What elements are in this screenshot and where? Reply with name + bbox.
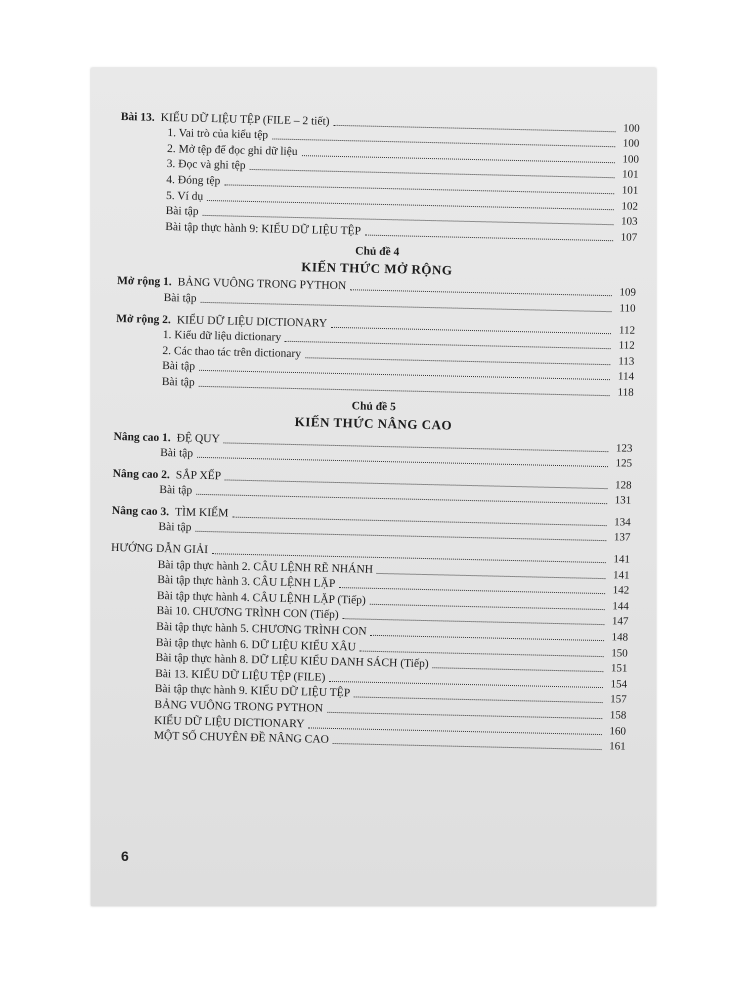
toc-entry-page: 100 bbox=[622, 137, 640, 150]
toc-entry-title: 5. Ví dụ bbox=[165, 189, 204, 203]
toc-entry-lead: Nâng cao 2. bbox=[112, 467, 171, 481]
toc-entry-title: ĐỆ QUY bbox=[176, 431, 220, 445]
toc-entry-page: 123 bbox=[615, 441, 633, 455]
toc-entry-page: 100 bbox=[622, 153, 640, 166]
toc-entry-title: Bài tập bbox=[158, 521, 192, 535]
toc-entry-title: Bài tập thực hành 9: KIỂU DỮ LIỆU TỆP bbox=[165, 220, 362, 238]
toc-entry-page: 114 bbox=[617, 370, 635, 384]
book-page bbox=[91, 68, 656, 906]
toc-entry-page: 148 bbox=[611, 631, 629, 644]
toc-entry-title: BẢNG VUÔNG TRONG PYTHON bbox=[177, 276, 347, 293]
toc-entry-title: 1. Kiểu dữ liệu dictionary bbox=[162, 329, 282, 344]
toc-entry-title: Bài 13. KIỂU DỮ LIỆU TỆP (FILE) bbox=[155, 667, 326, 684]
toc-entry-title: SẮP XẾP bbox=[175, 469, 222, 483]
toc-entry-title: HƯỚNG DẪN GIẢI bbox=[110, 541, 209, 557]
toc-entry-page: 144 bbox=[612, 600, 629, 613]
toc-entry-title: 2. Các thao tác trên dictionary bbox=[162, 344, 302, 360]
dot-leader bbox=[195, 530, 606, 541]
toc-entry-page: 151 bbox=[610, 662, 628, 675]
toc-entry-title: TÌM KIẾM bbox=[174, 506, 229, 520]
toc-entry-lead: Bài 13. bbox=[120, 110, 155, 124]
toc-entry-title: KIỂU DỮ LIỆU DICTIONARY bbox=[153, 714, 305, 730]
toc-entry-page: 131 bbox=[614, 494, 632, 507]
toc-entry-title: MỘT SỐ CHUYÊN ĐỀ NÂNG CAO bbox=[153, 730, 330, 747]
toc-entry-page: 103 bbox=[620, 215, 638, 228]
toc-entry-title: Bài tập bbox=[165, 205, 199, 218]
dot-leader bbox=[199, 385, 610, 396]
toc-entry-title: BẢNG VUÔNG TRONG PYTHON bbox=[154, 698, 324, 715]
section-topic-number: Chủ đề 4 bbox=[355, 245, 400, 259]
dot-leader bbox=[201, 301, 612, 312]
toc-entry-title: Bài 10. CHƯƠNG TRÌNH CON (Tiếp) bbox=[156, 605, 339, 622]
toc-entry-page: 157 bbox=[610, 693, 627, 707]
toc-entry-page: 125 bbox=[615, 457, 633, 470]
section-topic-number: Chủ đề 5 bbox=[351, 400, 396, 414]
toc-entry-page: 154 bbox=[610, 678, 628, 691]
toc-entry-title: Bài tập bbox=[159, 484, 193, 497]
toc-entry-title: Bài tập bbox=[162, 360, 196, 374]
toc-entry-title: Bài tập thực hành 5. CHƯƠNG TRÌNH CON bbox=[156, 620, 367, 638]
dot-leader bbox=[196, 493, 607, 504]
toc-entry-page: 158 bbox=[609, 709, 627, 722]
toc-entry-title: KIỂU DỮ LIỆU TỆP (FILE – 2 tiết) bbox=[160, 111, 330, 128]
toc-entry-page: 112 bbox=[618, 323, 636, 337]
toc-entry-title: KIỂU DỮ LIỆU DICTIONARY bbox=[176, 313, 328, 330]
toc-entry-title: Bài tập thực hành 2. CÂU LỆNH RẼ NHÁNH bbox=[157, 558, 374, 576]
toc-entry-title: Bài tập thực hành 4. CÂU LỆNH LẶP (Tiếp) bbox=[156, 589, 366, 607]
toc-entry-lead: Nâng cao 3. bbox=[111, 504, 170, 519]
toc-entry-page: 113 bbox=[618, 355, 635, 368]
toc-entry-lead: Mở rộng 1. bbox=[116, 275, 172, 289]
toc-entry-page: 100 bbox=[623, 121, 640, 135]
dot-leader bbox=[333, 742, 602, 750]
toc-entry-page: 110 bbox=[619, 302, 636, 315]
toc-entry-page: 150 bbox=[611, 646, 628, 660]
toc-entry-page: 147 bbox=[611, 615, 629, 629]
toc-entry-page: 141 bbox=[613, 553, 631, 566]
toc-entry-page: 101 bbox=[621, 168, 639, 182]
page-number: 6 bbox=[121, 848, 129, 864]
toc-entry-page: 101 bbox=[621, 184, 639, 197]
toc-entry-title: Bài tập bbox=[163, 291, 197, 305]
section-topic-title: KIẾN THỨC MỞ RỘNG bbox=[301, 258, 453, 278]
toc-entry-title: 3. Đọc và ghi tệp bbox=[166, 158, 246, 173]
toc-entry-title: 2. Mở tệp để đọc ghi dữ liệu bbox=[166, 142, 298, 158]
toc-entry-page: 142 bbox=[612, 584, 630, 597]
toc-entry-page: 102 bbox=[621, 199, 639, 213]
toc-entry-page: 141 bbox=[612, 568, 630, 582]
toc-entry-lead: Nâng cao 1. bbox=[113, 430, 171, 444]
toc-entry-lead: Mở rộng 2. bbox=[116, 312, 171, 326]
toc-entry-title: Bài tập bbox=[160, 447, 194, 460]
toc-entry-title: Bài tập thực hành 8. DỮ LIỆU KIỂU DANH SÁCH (Tiếp) bbox=[155, 652, 429, 671]
toc-entry-page: 112 bbox=[618, 339, 635, 352]
toc-entry-title: Bài tập thực hành 6. DỮ LIỆU KIỂU XÂU bbox=[155, 636, 357, 654]
dot-leader bbox=[365, 233, 613, 241]
toc-entry-page: 118 bbox=[617, 386, 634, 399]
toc-entry-title: 4. Đóng tệp bbox=[166, 174, 221, 188]
toc-entry-page: 161 bbox=[609, 740, 626, 753]
toc-entry-page: 128 bbox=[614, 478, 632, 492]
toc-entry-title: Bài tập thực hành 3. CÂU LỆNH LẶP bbox=[157, 574, 336, 591]
toc-entry-page: 137 bbox=[613, 531, 631, 545]
toc-entry-title: Bài tập thực hành 9. KIỂU DỮ LIỆU TỆP bbox=[154, 683, 351, 700]
toc-entry-title: Bài tập bbox=[161, 375, 195, 389]
table-of-contents bbox=[107, 108, 640, 754]
toc-entry-page: 109 bbox=[619, 286, 637, 300]
toc-entry-page: 134 bbox=[614, 516, 631, 529]
toc-entry-page: 160 bbox=[609, 724, 627, 738]
toc-entry-page: 107 bbox=[620, 231, 638, 244]
section-topic-title: KIẾN THỨC NÂNG CAO bbox=[294, 413, 453, 433]
dot-leader bbox=[197, 456, 608, 467]
toc-entry-title: 1. Vai trò của kiểu tệp bbox=[167, 127, 269, 142]
